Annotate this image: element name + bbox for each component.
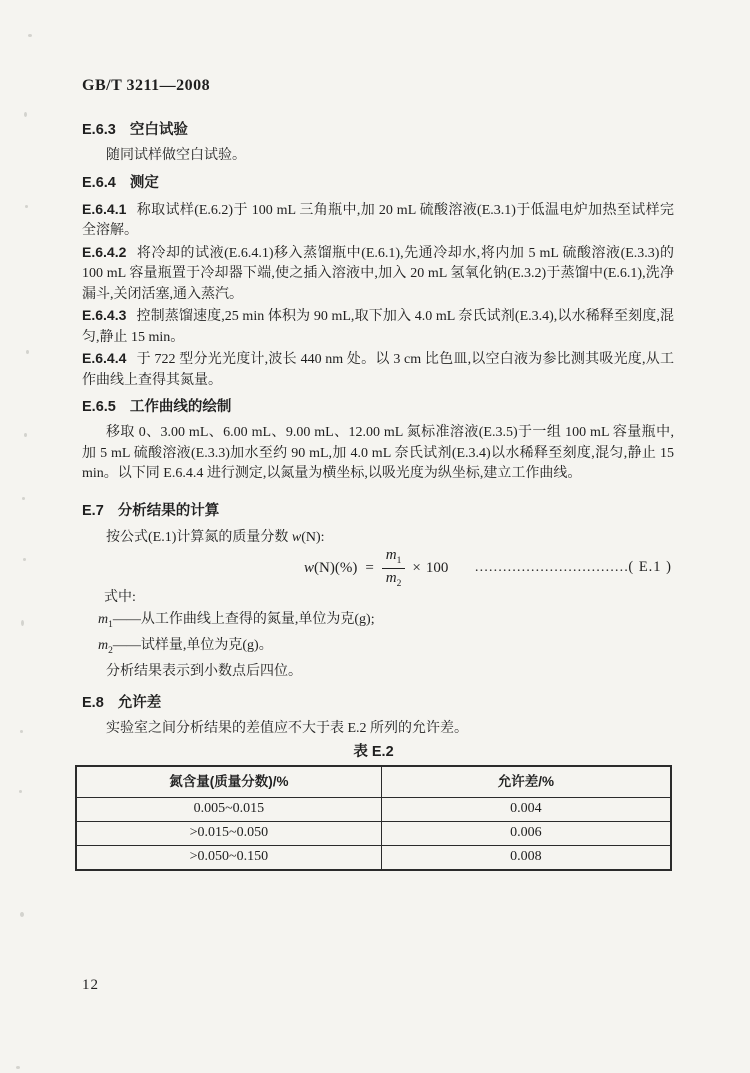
- table-row: [76, 846, 671, 871]
- column-header-tolerance: 允许差/%: [381, 766, 671, 798]
- subscript-2: 2: [108, 646, 113, 657]
- heading-e7: [82, 501, 674, 522]
- cell-tolerance: 0.006: [381, 822, 671, 846]
- definition-m2: [82, 635, 674, 662]
- clause-number: E.6.4.3: [82, 307, 127, 323]
- page-number: 12: [82, 977, 99, 993]
- table-caption: 表 E.2: [353, 744, 394, 761]
- variable-m1: m: [98, 611, 109, 627]
- table-header-row: [76, 766, 671, 798]
- clause-number: E.6.4.4: [82, 350, 127, 366]
- fraction: [382, 547, 406, 590]
- variable-m2: m: [98, 638, 109, 654]
- cell-tolerance: 0.004: [381, 798, 671, 822]
- formula-expression: [304, 547, 448, 590]
- heading-number: E.7: [82, 502, 104, 519]
- paragraph-text: 按公式(E.1)计算氮的质量分数: [106, 529, 292, 545]
- equals-sign: =: [365, 559, 374, 576]
- heading-title: 工作曲线的绘制: [129, 399, 232, 415]
- leader-dots: ……………………………: [474, 560, 629, 576]
- heading-title: 测定: [129, 174, 159, 191]
- scan-speck: [16, 1066, 20, 1069]
- heading-number: E.6.5: [82, 399, 116, 415]
- formula-lhs: (N)(%): [314, 559, 358, 576]
- clause-e642: [82, 242, 674, 306]
- table-row: [76, 822, 671, 846]
- scan-speck: [20, 912, 24, 917]
- column-header-content: 氮含量(质量分数)/%: [76, 766, 381, 798]
- variable-w: w: [291, 529, 302, 545]
- paragraph-e8: 实验室之间分析结果的差值应不大于表 E.2 所列的允许差。: [106, 720, 469, 736]
- heading-number: E.8: [82, 694, 104, 711]
- heading-title: 允许差: [117, 694, 162, 711]
- definition-m1: [82, 609, 674, 636]
- tolerance-table: [75, 765, 672, 871]
- multiply-sign: ×: [412, 559, 421, 576]
- subscript-2: 2: [396, 579, 402, 589]
- subscript-1: 1: [108, 619, 113, 630]
- cell-tolerance: 0.008: [381, 846, 671, 871]
- definition-text: ——试样量,单位为克(g)。: [112, 638, 273, 654]
- heading-e8: [82, 693, 674, 714]
- variable-m1: m: [385, 546, 397, 563]
- heading-e65: [82, 397, 674, 418]
- clause-text: 于 722 型分光光度计,波长 440 nm 处。以 3 cm 比色皿,以空白液为参比测其吸光度,从工作曲线上查得其氮量。: [82, 352, 674, 388]
- clause-number: E.6.4.1: [82, 200, 127, 217]
- paragraph-text: (N):: [301, 529, 325, 545]
- cell-range: >0.050~0.150: [76, 846, 381, 871]
- clause-e644: [82, 348, 674, 391]
- heading-number: E.6.4: [82, 174, 116, 191]
- variable-w: w: [304, 559, 315, 576]
- standard-code-header: GB/T 3211—2008: [82, 77, 211, 94]
- heading-e63: [82, 120, 674, 141]
- definition-text: ——从工作曲线上查得的氮量,单位为克(g);: [112, 611, 375, 627]
- fraction-denominator: [382, 569, 406, 590]
- paragraph-e7: [82, 528, 674, 549]
- clause-number: E.6.4.2: [82, 243, 127, 260]
- fraction-numerator: [382, 547, 406, 570]
- cell-range: 0.005~0.015: [76, 798, 381, 822]
- result-note: 分析结果表示到小数点后四位。: [106, 664, 302, 680]
- clause-e641: [82, 199, 674, 242]
- heading-title: 分析结果的计算: [117, 502, 220, 519]
- formula-e1: [82, 546, 674, 589]
- formula-label: ( E.1 ): [628, 559, 672, 576]
- clause-text: 称取试样(E.6.2)于 100 mL 三角瓶中,加 20 mL 硫酸溶液(E.3.1)于低温电炉加热至试样完全溶解。: [82, 202, 674, 238]
- clause-text: 将冷却的试液(E.6.4.1)移入蒸馏瓶中(E.6.1),先通冷却水,将内加 5 mL 硫酸溶液(E.3.3)的 100 mL 容量瓶置于冷却器下端,使之插入溶液中,加入 20 mL 氢氧化钠(E.3.2)于蒸馏中(E.6.1),洗净漏斗,关闭活塞,通入蒸汽。: [82, 245, 674, 302]
- paragraph-e63: 随同试样做空白试验。: [106, 148, 246, 163]
- cell-range: >0.015~0.050: [76, 822, 381, 846]
- formula-factor: 100: [425, 559, 449, 576]
- table-row: [76, 798, 671, 822]
- subscript-1: 1: [396, 555, 402, 566]
- clause-e643: [82, 305, 674, 348]
- formula-leader: [474, 557, 674, 579]
- variable-m2: m: [385, 570, 397, 586]
- where-intro: 式中:: [104, 590, 136, 605]
- heading-title: 空白试验: [129, 122, 188, 138]
- heading-number: E.6.3: [82, 122, 116, 138]
- heading-e64: [82, 173, 674, 194]
- clause-text: 控制蒸馏速度,25 min 体积为 90 mL,取下加入 4.0 mL 奈氏试剂(E.3.4),以水稀释至刻度,混匀,静止 15 min。: [82, 309, 674, 345]
- paragraph-e65: 移取 0、3.00 mL、6.00 mL、9.00 mL、12.00 mL 氮标准溶液(E.3.5)于一组 100 mL 容量瓶中,加 5 mL 硫酸溶液(E.3.3)加水至约 90 mL,加 4.0 mL 奈氏试剂(E.3.4)以水稀释至刻度,混匀,静止 15 min。以下同 E.6.4.4 进行测定,以氮量为横坐标,以吸光度为纵坐标,建立工作曲线。: [82, 425, 674, 481]
